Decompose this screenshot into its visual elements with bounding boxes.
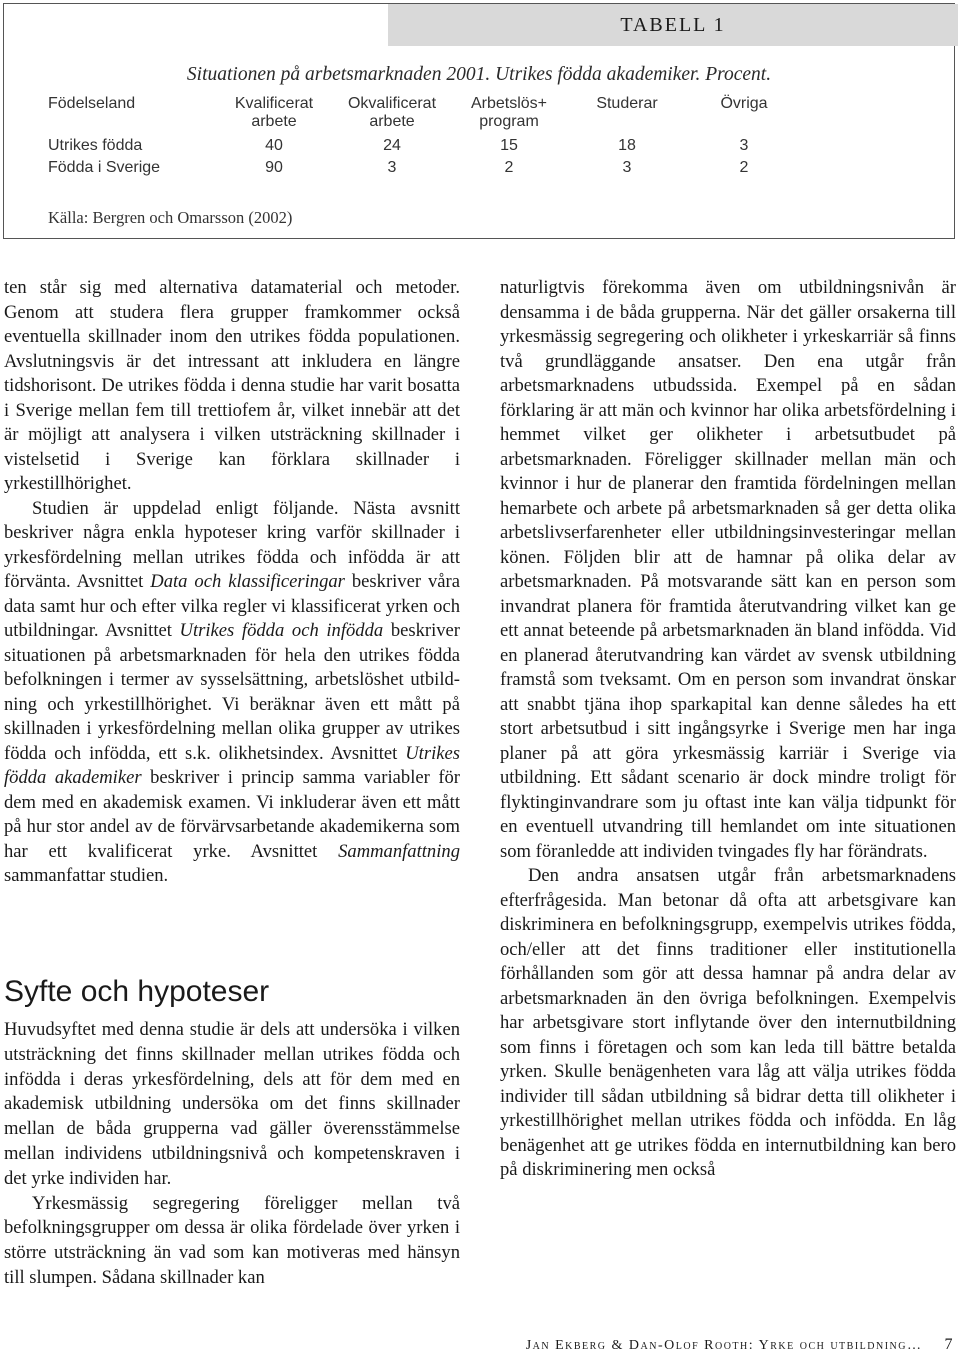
column-header: Kvalificerat arbete: [234, 95, 314, 130]
table-box: [3, 3, 955, 239]
column-header: Arbetslös+ program: [470, 95, 548, 130]
page-footer: [526, 1336, 954, 1354]
paragraph: Den andra ansatsen utgår från arbetsmarknadens efterfrågesida. Man betonar då ofta att arbetsgivare kan diskriminera en befolkningsgrupp, exempelvis utrikes födda, och/eller att det finns traditioner eller institutionella förhållanden som gör att dessa hamnar på andra delar av arbetsmarknaden än den övriga befolkningen. Exempelvis har arbetsgivare stort inflytande över den internutbildning som finns i företagen och som kan leda till bättre betalda yrken. Skulle benägenheten vara låg att välja utrikes födda individer till sådan utbildning så bidrar detta till olikheter i yrkestillhörighet mellan utrikes födda och infödda. En låg benägenhet att ge utrikes födda en internutbildning kan bero på diskriminering men också: [500, 865, 956, 1180]
section-heading: Syfte och hypoteser: [4, 975, 270, 1008]
paragraph: Yrkesmässig segregering föreligger mellan två befolkningsgrupper om dessa är olika fördelade över yrken i större utsträckning än vad som kan motiveras med hänsyn till slumpen. Sådana skillnader kan: [4, 1192, 460, 1288]
section-reference: Utrikes födda akademiker: [4, 742, 460, 788]
table-source: Källa: Bergren och Omarsson (2002): [48, 208, 293, 227]
row-label: Utrikes födda: [48, 137, 143, 154]
row-label: Födda i Sverige: [48, 159, 161, 176]
page-number: 7: [944, 1336, 954, 1353]
paragraph: naturligtvis förekomma även om utbildningsnivån är densamma i de båda grupperna. När det gäller orsakerna till yrkesmässig segregering och olikheter i yrkeskarriär så finns två grundläggande ansatser. Den ena utgår från arbetsmarknadens utbudssida. Exempel på en sådan förklaring är att män och kvinnor har olika arbetsfördelning i hemmet vilket ger olikheter i arbetsutbudet på arbetsmarknaden. Föreligger skillnader mellan män och kvinnor i hur de planerar den framtida fördelningen mellan hemarbete och arbete på arbetsmarknaden så ger detta olika arbetslivserfarenheter eller utbildningsinvesteringar mellan könen. Följden blir att de hamnar på olika delar av arbetsmarknaden. På motsvarande sätt kan en person som invandrat planera för framtida återutvandring vilket kan ge ett annat beteende på arbetsmarknaden än bland infödda. Vid en planerad återutvandring kan värdet av svensk utbildning framstå som tveksamt. Om en person som invandrat önskar att snabbt tjäna ihop sparkapital kan denne således ha ett stort arbetsutbud i sitt ingångsyrke i Sverige men har inga planer på att göra yrkesmässig karriär i Sverige via utbildning. Ett sådant scenario är dock mindre troligt för flyktinginvandrare som ju oftast inte kan välja tidpunkt för en eventuell utvandring till hemlandet om inte situationen som föranledde att individen tvingades fly har förändrats.: [500, 277, 956, 862]
running-title: Jan Ekberg & Dan-Olof Rooth: Yrke och utbildning…: [525, 1338, 923, 1353]
paragraph: Studien är uppdelad enligt följande. Nästa avsnitt beskriver några enkla hypoteser kring varför skillnader i yrkesfördelning mellan utrikes födda och infödda är att förvänta. Avsnittet Data och klassificeringar beskriver våra data samt hur och efter vilka regler vi klassificerat yrken och utbildningar. Avsnittet Utrikes födda och infödda beskriver situationen på arbetsmarknaden för hela den utrikes födda befolkningen i termer av sysselsättning, arbetslöshet utbildning och yrkestillhörighet. Vi beräknar även ett mått på skillnaden i yrkesfördelning mellan olika grupper av utrikes födda och infödda, ett s.k. olikhetsindex. Avsnittet Utrikes födda akademiker beskriver i princip samma variabler för dem med en akademisk examen. Vi inkluderar även ett mått på hur stor andel av de förvärvsarbetande akademikerna som har ett kvalificerat yrke. Avsnittet Sammanfattning sammanfattar studien.: [4, 497, 461, 886]
table-cell: 90: [265, 159, 283, 176]
table-cell: 18: [618, 137, 636, 154]
left-column: [4, 276, 460, 889]
table-cell: 24: [383, 137, 401, 154]
table-cell: 15: [500, 137, 518, 154]
table-cell: 3: [739, 137, 749, 154]
section-reference: Sammanfattning: [338, 840, 460, 862]
right-column: [500, 276, 956, 1183]
table-label: TABELL 1: [388, 4, 958, 46]
section-reference: Utrikes födda och infödda: [179, 620, 384, 641]
column-header: Födelseland: [48, 95, 136, 112]
table-cell: 3: [622, 159, 632, 176]
column-header: Studerar: [596, 95, 658, 112]
table-caption: Situationen på arbetsmarknaden 2001. Utrikes födda akademiker. Procent.: [186, 64, 772, 85]
table-cell: 40: [265, 137, 283, 154]
section-reference: Data och klassificeringar: [150, 571, 345, 592]
table-cell: 2: [504, 159, 514, 176]
column-header: Okvalificerat arbete: [347, 95, 437, 130]
paragraph: Huvudsyftet med denna studie är dels att undersöka i vilken utsträckning det finns skillnader mellan utrikes födda och infödda i deras yrkesfördelning, dels att för dem med en akademisk utbildning undersöka om det finns skillnader mellan de båda grupperna vad gäller överensstämmelse mellan individens utbildningsnivå och kompetenskraven i det yrke individen har.: [4, 1019, 460, 1189]
column-header: Övriga: [720, 95, 768, 112]
table-cell: 2: [739, 159, 749, 176]
section-body: [4, 1018, 460, 1291]
data-table: [4, 4, 954, 238]
paragraph: ten står sig med alternativa datamaterial och metoder. Genom att studera flera grupper framkommer också eventuella skillnader inom den utrikes födda populationen. Avslutningsvis är det intressant att inkludera en längre tidshorisont. De utrikes födda i denna studie har varit bosatta i Sverige mellan fem till trettiofem år, vilket innebär att det är möjligt att analysera i vilken utsträckning skillnader i vistelsetid i Sverige kan förklara skillnader i yrkestillhörighet.: [4, 277, 460, 494]
table-cell: 3: [387, 159, 397, 176]
